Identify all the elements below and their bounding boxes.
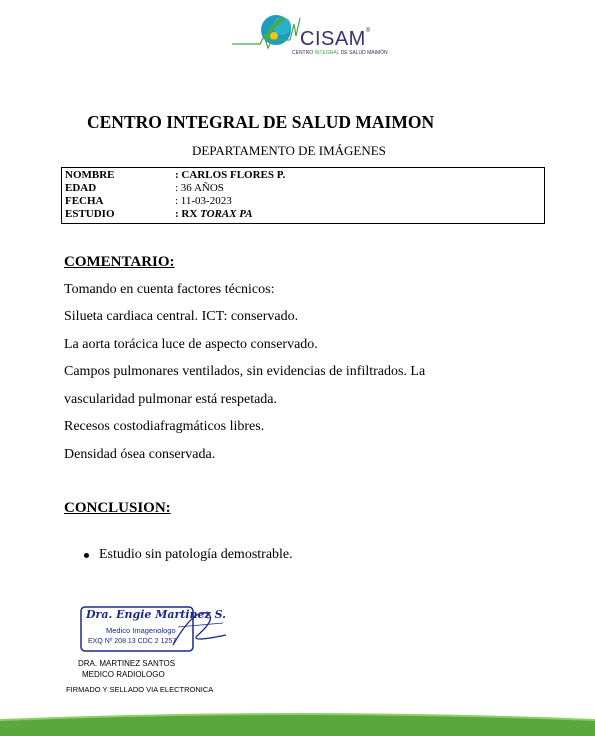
patient-study-label: ESTUDIO xyxy=(65,208,115,220)
comment-line: Silueta cardiaca central. ICT: conservado. xyxy=(64,309,299,324)
stamp-ids: EXQ Nº 208 13 CDC 2 1257 xyxy=(88,638,177,645)
cisam-logo xyxy=(230,6,388,56)
patient-age-value: : 36 AÑOS xyxy=(175,182,224,194)
comment-line: Densidad ósea conservada. xyxy=(64,447,216,462)
logo-tagline: CENTRO INTEGRAL DE SALUD MAIMÓN xyxy=(292,50,388,56)
comment-line: Campos pulmonares ventilados, sin evidencias de infiltrados. La xyxy=(64,364,426,379)
logo-name: CISAM® xyxy=(300,28,371,50)
patient-study-row xyxy=(65,208,541,221)
conclusion-heading: CONCLUSION: xyxy=(64,500,171,516)
patient-date-label: FECHA xyxy=(65,195,104,207)
patient-info-box xyxy=(61,167,545,224)
patient-name-row xyxy=(65,169,541,182)
patient-date-row xyxy=(65,195,541,208)
comment-line: vascularidad pulmonar está respetada. xyxy=(64,392,278,407)
comment-line: Tomando en cuenta factores técnicos: xyxy=(64,282,275,297)
patient-age-row xyxy=(65,182,541,195)
patient-study-value: : RX TORAX PA xyxy=(175,208,253,220)
doctor-title: MEDICO RADIOLOGO xyxy=(82,670,165,679)
signature-footnote: FIRMADO Y SELLADO VIA ELECTRONICA xyxy=(66,685,214,694)
page-title: CENTRO INTEGRAL DE SALUD MAIMON xyxy=(87,112,435,132)
patient-age-label: EDAD xyxy=(65,182,97,194)
patient-name-label: NOMBRE xyxy=(65,169,115,181)
department-title: DEPARTAMENTO DE IMÁGENES xyxy=(192,143,386,158)
comment-heading: COMENTARIO: xyxy=(64,254,175,270)
comment-line: La aorta torácica luce de aspecto conservado. xyxy=(64,337,318,352)
doctor-name: DRA. MARTINEZ SANTOS xyxy=(78,659,176,668)
conclusion-item-text: Estudio sin patología demostrable. xyxy=(99,547,293,562)
bullet-icon xyxy=(84,553,89,558)
signature-stamp xyxy=(78,605,228,653)
conclusion-item xyxy=(84,547,293,563)
patient-date-value: : 11-03-2023 xyxy=(175,195,232,207)
stamp-role: Medico Imagenologo xyxy=(106,626,176,635)
stamp-signature: Dra. Engie Martinez S. xyxy=(86,608,227,621)
footer-wave xyxy=(0,706,595,736)
patient-name-value: : CARLOS FLORES P. xyxy=(175,169,286,181)
comment-line: Recesos costodiafragmáticos libres. xyxy=(64,419,265,434)
